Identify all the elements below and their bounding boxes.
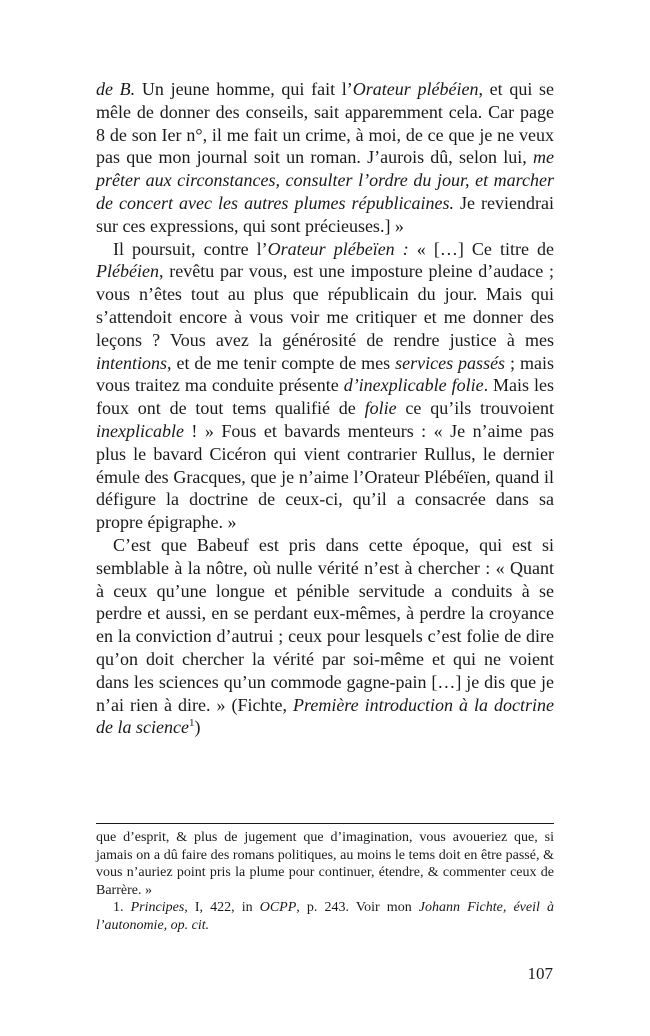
footnote-reference: 1 [188, 717, 195, 730]
main-text [96, 78, 554, 739]
italic-text: Première introduction à la doctrine de la science [96, 694, 554, 738]
italic-text: OCPP [259, 900, 297, 915]
text-run: , et de me tenir compte de mes [167, 352, 396, 373]
italic-text: de B. [96, 79, 136, 99]
italic-text: Orateur plébeïen : [267, 238, 409, 259]
text-run: ce qu’ils trouvoient [396, 398, 554, 419]
text-run: « […] Ce titre de [408, 238, 555, 259]
italic-text: Johann Fichte, éveil à l’autonomie, op. cit. [96, 900, 554, 933]
text-run: . Mais les foux ont de tout tems qualifié de [96, 375, 554, 419]
text-run: Un jeune homme, qui fait l’ [135, 79, 353, 99]
body-text [96, 78, 554, 739]
paragraph [96, 534, 554, 739]
text-run: 1. [113, 900, 131, 915]
italic-text: services passés [395, 352, 506, 373]
text-run: Je reviendrai sur ces expressions, qui sont précieuses.] » [96, 192, 554, 236]
italic-text: me prêter aux circonstances, consulter l’ordre du jour, et marcher de concert avec les autres plumes républicaines. [96, 147, 554, 213]
text-run: C’est que Babeuf est pris dans cette époque, qui est si semblable à la nôtre, où nulle vérité n’est à chercher : « Quant à ceux qu’une longue et pénible servitude a conduits à se perdre et aussi, en se perdant eux-mêmes, à perdre la croyance en la conviction d’autrui ; ceux pour lesquels c’est folie de dire qu’on doit chercher la vérité par soi-même et qui ne voient dans les sciences qu’un commode gagne-pain […] je dis que je n’ai rien à dire. » (Fichte, [96, 534, 554, 715]
italic-text: inexplicable [96, 420, 184, 441]
italic-text: Plébéien [96, 261, 159, 282]
footnotes [96, 829, 554, 934]
text-run: ) [194, 717, 201, 738]
text-run: , et qui se mêle de donner des conseils, sait apparemment cela. Car page 8 de son Ier n°, il me fait un crime, à moi, de ce que je ne veux pas que mon journal soit un roman. J’aurois dû, selon lui, [96, 79, 555, 168]
footnote [96, 899, 554, 934]
text-run: ! » Fous et bavards menteurs : « Je n’aime pas plus le bavard Cicéron qui vient contrarier Rullus, le dernier émule des Gracques, que je n’aime l’Orateur Plébéïen, quand il défigure la doctrine de ceux-ci, qu’il a consacrée dans sa propre épigraphe. » [96, 420, 554, 533]
text-run: que d’esprit, & plus de jugement que d’imagination, vous avoueriez que, si jamais on a dû faire des romans politiques, au moins le tems doit en être passé, & vous n’auriez point pris la plume pour continuer, étendre, & commenter ceux de Barrère. » [96, 830, 554, 898]
page-number: 107 [527, 964, 553, 983]
footnote [96, 829, 554, 899]
text-run: , revêtu par vous, est une imposture pleine d’audace ; vous n’êtes tout au plus que républicain du jour. Mais qui s’attendoit encore à vous voir me critiquer et me donner des leçons ? Vous avez la générosité de rendre justice à mes [96, 261, 554, 350]
italic-text: d’inexplicable folie [343, 375, 484, 396]
text-run: Il poursuit, contre l’ [113, 238, 268, 259]
text-run: , p. 243. Voir mon [296, 900, 419, 915]
text-run: , I, 422, in [184, 900, 260, 915]
italic-text: Principes [130, 900, 185, 915]
italic-text: Orateur plébéien [352, 79, 479, 99]
footnote-rule [96, 823, 554, 824]
italic-text: folie [364, 398, 397, 419]
paragraph [96, 238, 554, 534]
text-run: ; mais vous traitez ma conduite présente [96, 352, 555, 396]
paragraph [96, 78, 554, 238]
italic-text: intentions [96, 352, 167, 373]
